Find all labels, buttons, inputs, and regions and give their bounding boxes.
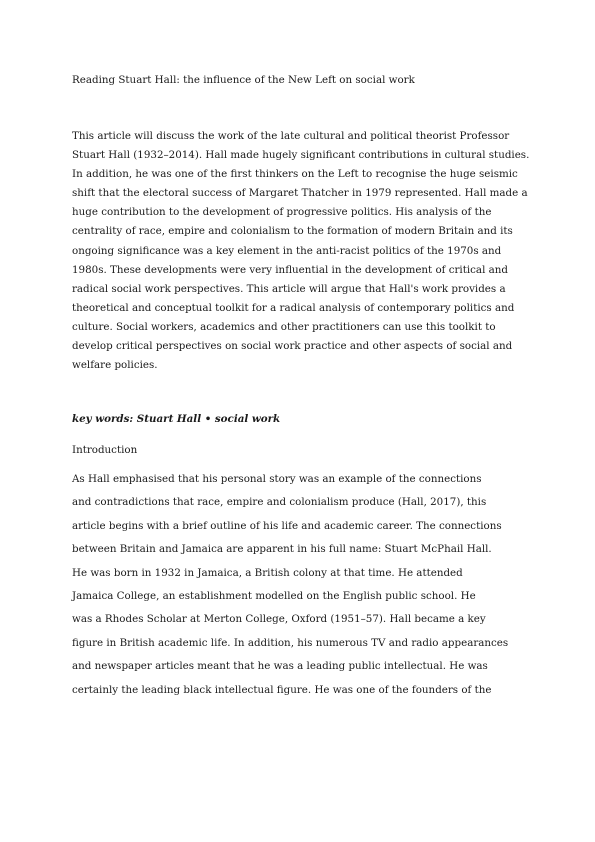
body-line: and contradictions that race, empire and colonialism produce (Hall, 2017), this <box>72 496 487 509</box>
abstract-line: culture. Social workers, academics and other practitioners can use this toolkit to <box>72 320 496 333</box>
body-line: and newspaper articles meant that he was a leading public intellectual. He was <box>72 660 488 673</box>
body-line: He was born in 1932 in Jamaica, a British colony at that time. He attended <box>72 566 463 579</box>
body-line: article begins with a brief outline of his life and academic career. The connections <box>72 519 502 532</box>
abstract-line: 1980s. These developments were very influential in the development of critical and <box>72 263 508 276</box>
abstract-line: develop critical perspectives on social work practice and other aspects of social and <box>72 340 513 353</box>
body-line: certainly the leading black intellectual figure. He was one of the founders of the <box>72 683 492 696</box>
section-heading-introduction: Introduction <box>72 444 138 456</box>
abstract-line: ongoing significance was a key element in the anti-racist politics of the 1970s and <box>72 244 502 257</box>
body-line: between Britain and Jamaica are apparent in his full name: Stuart McPhail Hall. <box>72 543 492 556</box>
abstract-line: This article will discuss the work of the late cultural and political theorist Professor <box>72 130 510 142</box>
abstract-line: centrality of race, empire and colonialism to the formation of modern Britain and its <box>72 225 513 238</box>
body-line: was a Rhodes Scholar at Merton College, Oxford (1951–57). Hall became a key <box>72 613 486 626</box>
abstract-line: In addition, he was one of the first thinkers on the Left to recognise the huge seismic <box>72 168 518 181</box>
abstract-line: shift that the electoral success of Margaret Thatcher in 1979 represented. Hall made a <box>72 187 528 200</box>
abstract-line: huge contribution to the development of progressive politics. His analysis of the <box>72 206 492 219</box>
keywords: key words: Stuart Hall • social work <box>72 413 281 425</box>
abstract <box>72 129 529 377</box>
abstract-line: theoretical and conceptual toolkit for a radical analysis of contemporary politics and <box>72 301 515 314</box>
body-line: As Hall emphasised that his personal story was an example of the connections <box>72 473 482 485</box>
abstract-line: radical social work perspectives. This article will argue that Hall's work provides a <box>72 282 506 295</box>
body-line: Jamaica College, an establishment modelled on the English public school. He <box>72 589 476 602</box>
article-title: Reading Stuart Hall: the influence of the New Left on social work <box>72 74 415 86</box>
body-line: figure in British academic life. In addition, his numerous TV and radio appearances <box>72 636 509 649</box>
abstract-line: Stuart Hall (1932–2014). Hall made hugely significant contributions in cultural studies. <box>72 149 530 162</box>
body-text <box>72 472 508 706</box>
abstract-line: welfare policies. <box>72 359 158 372</box>
